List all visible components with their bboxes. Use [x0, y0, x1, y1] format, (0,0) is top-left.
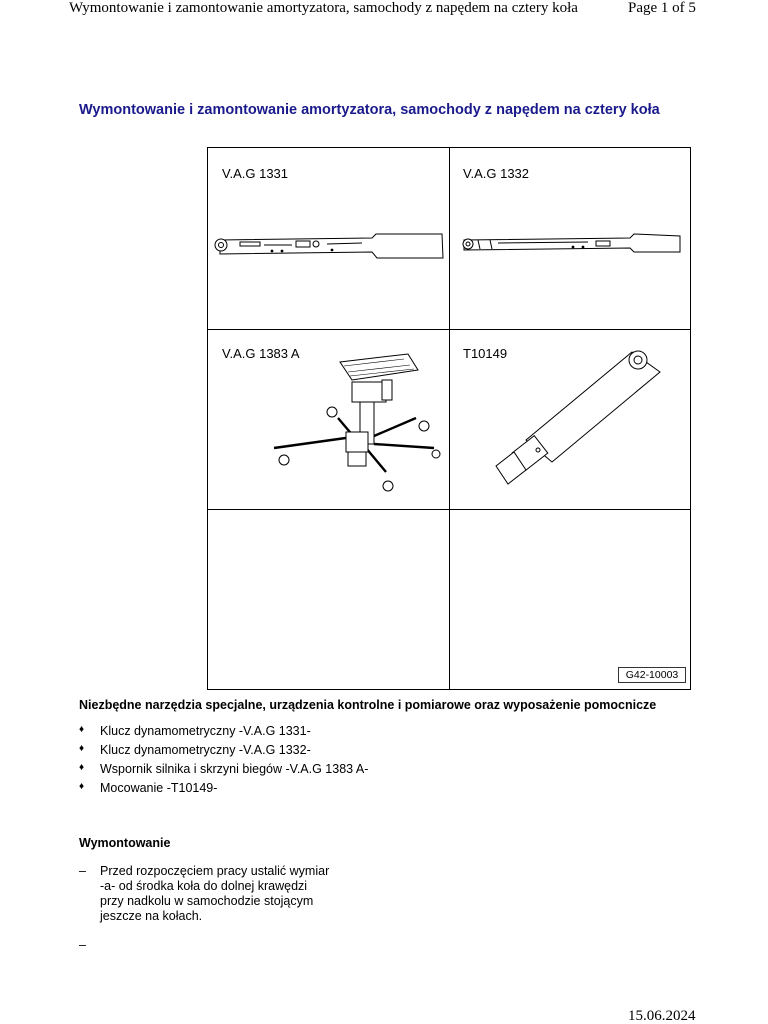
- cell-label-vag1331: V.A.G 1331: [222, 166, 289, 181]
- figure-divider-row-2: [208, 509, 690, 510]
- step-text: Przed rozpoczęciem pracy ustalić wymiar -a- od środka koła do dolnej krawędzi przy nadkolu w samochodzie stojącym jeszcze na kołach.: [100, 864, 330, 923]
- list-item-text: Mocowanie -T10149-: [100, 781, 218, 795]
- torque-wrench-vag1331-drawing: [212, 228, 448, 268]
- tools-section-heading: Niezbędne narzędzia specjalne, urządzenia kontrolne i pomiarowe oraz wyposażenie pomocnicze: [79, 698, 657, 712]
- removal-steps: [79, 864, 330, 952]
- mounting-t10149-drawing: [478, 338, 678, 498]
- document-title: Wymontowanie i zamontowanie amortyzatora, samochody z napędem na cztery koła: [79, 102, 660, 118]
- cell-label-t10149: T10149: [463, 346, 508, 361]
- list-item-text: Klucz dynamometryczny -V.A.G 1332-: [100, 743, 311, 757]
- diamond-bullet-icon: ♦: [79, 724, 85, 735]
- engine-support-vag1383a-drawing: [268, 344, 448, 504]
- removal-section-heading: Wymontowanie: [79, 836, 171, 850]
- tools-list: [79, 724, 368, 800]
- list-item-text: Wspornik silnika i skrzyni biegów -V.A.G 1383 A-: [100, 762, 369, 776]
- diamond-bullet-icon: ♦: [79, 762, 85, 773]
- cell-label-vag1383a: V.A.G 1383 A: [222, 346, 300, 361]
- diamond-bullet-icon: ♦: [79, 743, 85, 754]
- list-item: [79, 762, 368, 781]
- figure-divider-row-1: [208, 329, 690, 330]
- list-item: [79, 743, 368, 762]
- dash-marker: –: [79, 938, 86, 952]
- figure-code: G42-10003: [618, 667, 686, 683]
- step-item: [79, 864, 330, 924]
- cell-label-vag1332: V.A.G 1332: [463, 166, 530, 181]
- list-item-text: Klucz dynamometryczny -V.A.G 1331-: [100, 724, 311, 738]
- figure-divider-vertical: [449, 148, 450, 689]
- list-item: [79, 781, 368, 800]
- diamond-bullet-icon: ♦: [79, 781, 85, 792]
- page-number: Page 1 of 5: [628, 0, 696, 16]
- page-header-title: Wymontowanie i zamontowanie amortyzatora, samochody z napędem na cztery koła: [69, 0, 578, 16]
- footer-date: 15.06.2024: [628, 1008, 696, 1024]
- list-item: [79, 724, 368, 743]
- special-tools-figure: [207, 147, 691, 690]
- torque-wrench-vag1332-drawing: [458, 228, 688, 268]
- dash-marker: –: [79, 864, 86, 878]
